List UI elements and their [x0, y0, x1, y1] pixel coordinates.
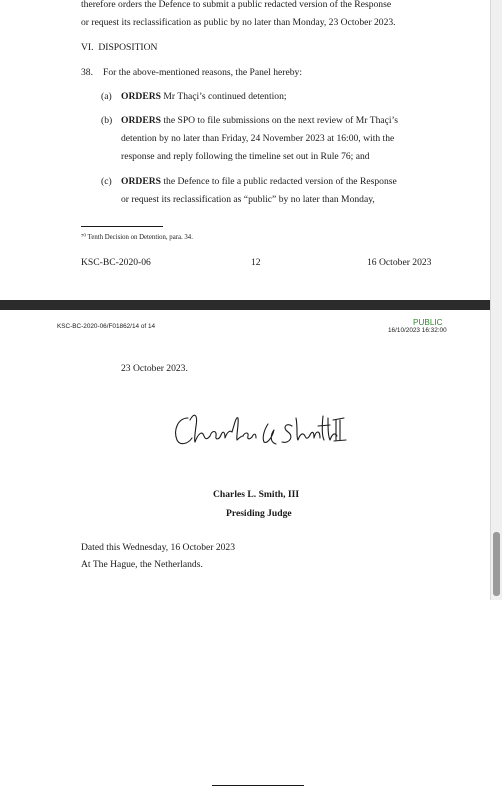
public-status: PUBLIC: [413, 318, 443, 327]
item-label: (b): [101, 115, 113, 126]
item-label: (c): [101, 176, 112, 187]
list-item: [121, 91, 287, 103]
place-line: At The Hague, the Netherlands.: [81, 559, 203, 570]
body-line: or request its reclassification as public by no later than Monday, 23 October 2023.: [81, 17, 396, 28]
list-item: [121, 176, 397, 188]
footer-case-number: KSC-BC-2020-06: [81, 257, 151, 268]
judge-title: Presiding Judge: [226, 508, 292, 519]
footer-page-number: 12: [251, 257, 261, 268]
item-text: detention by no later than Friday, 24 November 2023 at 16:00, with the: [121, 133, 395, 144]
item-text: the SPO to file submissions on the next review of Mr Thaçi’s: [160, 115, 398, 126]
section-heading: VI. DISPOSITION: [81, 42, 158, 53]
item-text: or request its reclassification as “public” by no later than Monday,: [121, 194, 375, 205]
header-timestamp: 16/10/2023 16:32:00: [388, 327, 447, 334]
decision-date: 23 October 2023.: [121, 363, 188, 374]
item-label: (a): [101, 91, 112, 102]
body-line: therefore orders the Defence to submit a public redacted version of the Response: [81, 0, 392, 10]
scrollbar-thumb[interactable]: [493, 532, 500, 596]
header-reference: KSC-BC-2020-06/F01862/14 of 14: [57, 323, 156, 330]
footnote: ⁷⁰ Tenth Decision on Detention, para. 34.: [81, 234, 193, 241]
vertical-scrollbar[interactable]: [490, 0, 502, 600]
item-text: Mr Thaçi’s continued detention;: [160, 91, 287, 102]
document-page-12: [0, 0, 490, 300]
document-page-14: [0, 310, 490, 600]
item-text: the Defence to file a public redacted version of the Response: [160, 176, 397, 187]
orders-keyword: ORDERS: [121, 176, 161, 187]
orders-keyword: ORDERS: [121, 115, 161, 126]
judge-name: Charles L. Smith, III: [213, 489, 300, 500]
paragraph-text: For the above-mentioned reasons, the Panel hereby:: [103, 67, 303, 78]
paragraph-number: 38.: [81, 67, 93, 78]
orders-keyword: ORDERS: [121, 91, 161, 102]
dated-line: Dated this Wednesday, 16 October 2023: [81, 542, 236, 553]
list-item: [121, 115, 398, 127]
footnote-rule: [81, 226, 163, 227]
page-break: [0, 300, 490, 310]
item-text: response and reply following the timeline set out in Rule 76; and: [121, 151, 370, 162]
footer-date: 16 October 2023: [367, 257, 432, 268]
signature-image: [170, 408, 348, 452]
